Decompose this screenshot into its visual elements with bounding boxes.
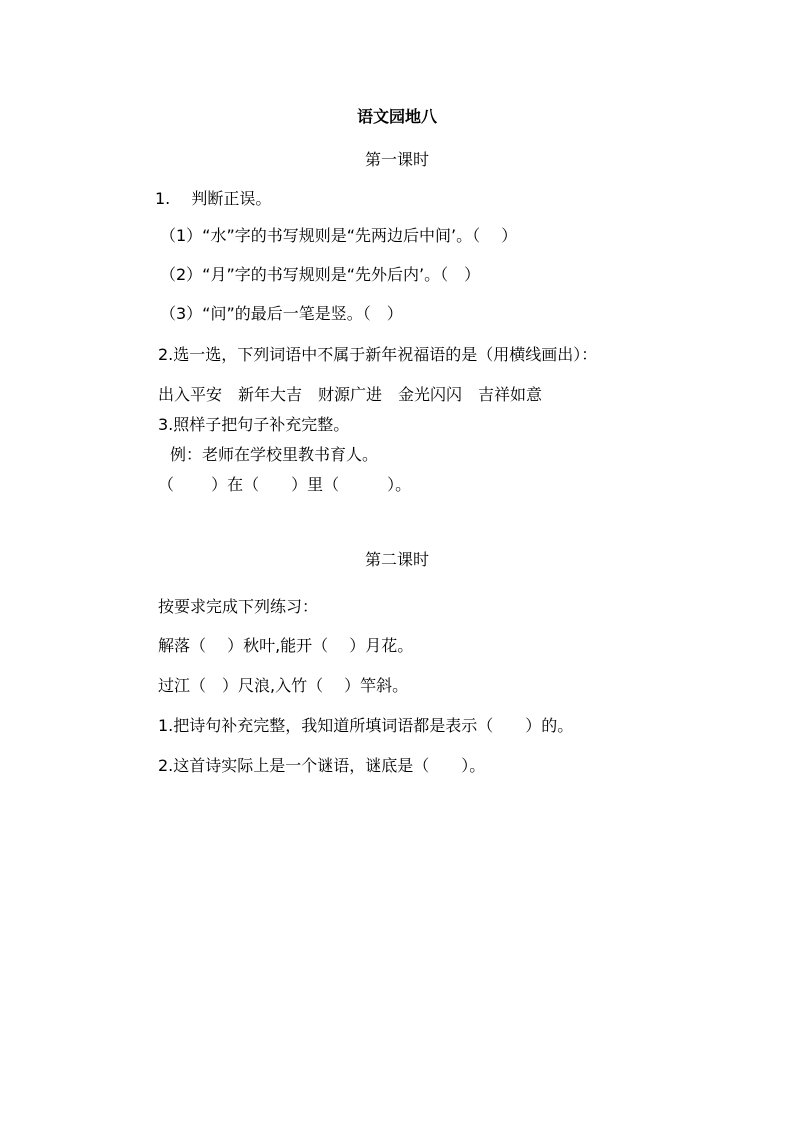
lesson2-question1: 1.把诗句补充完整，我知道所填词语都是表示（ ）的。 <box>158 716 574 735</box>
question3-label: 3.照样子把句子补充完整。 <box>158 415 350 434</box>
question1-label: 1. 判断正误。 <box>155 189 272 208</box>
lesson1-heading: 第一课时 <box>364 150 429 169</box>
question1-item-2: （2）“月”字的书写规则是“先外后内’。（ ） <box>160 265 481 284</box>
question2-options: 出入平安 新年大吉 财源广进 金光闪闪 吉祥如意 <box>158 385 543 404</box>
question2-label: 2.选一选，下列词语中不属于新年祝福语的是（用横线画出）： <box>158 345 598 364</box>
lesson2-instruction: 按要求完成下列练习： <box>158 597 319 616</box>
poem-line-2: 过江（ ）尺浪,入竹（ ）竿斜。 <box>158 676 409 695</box>
page-title: 语文园地八 <box>356 107 437 126</box>
question1-item-1: （1）“水”字的书写规则是“先两边后中间’。（ ） <box>160 226 518 245</box>
question3-example: 例：老师在学校里教书育人。 <box>170 445 379 464</box>
poem-line-1: 解落（ ）秋叶,能开（ ）月花。 <box>158 636 414 655</box>
lesson2-question2: 2.这首诗实际上是一个谜语，谜底是（ ）。 <box>158 756 486 775</box>
lesson2-heading: 第二课时 <box>364 550 429 569</box>
question1-item-3: （3）“问”的最后一笔是竖。（ ） <box>160 304 403 323</box>
question3-blank: （ ）在（ ）里（ ）。 <box>158 475 412 494</box>
